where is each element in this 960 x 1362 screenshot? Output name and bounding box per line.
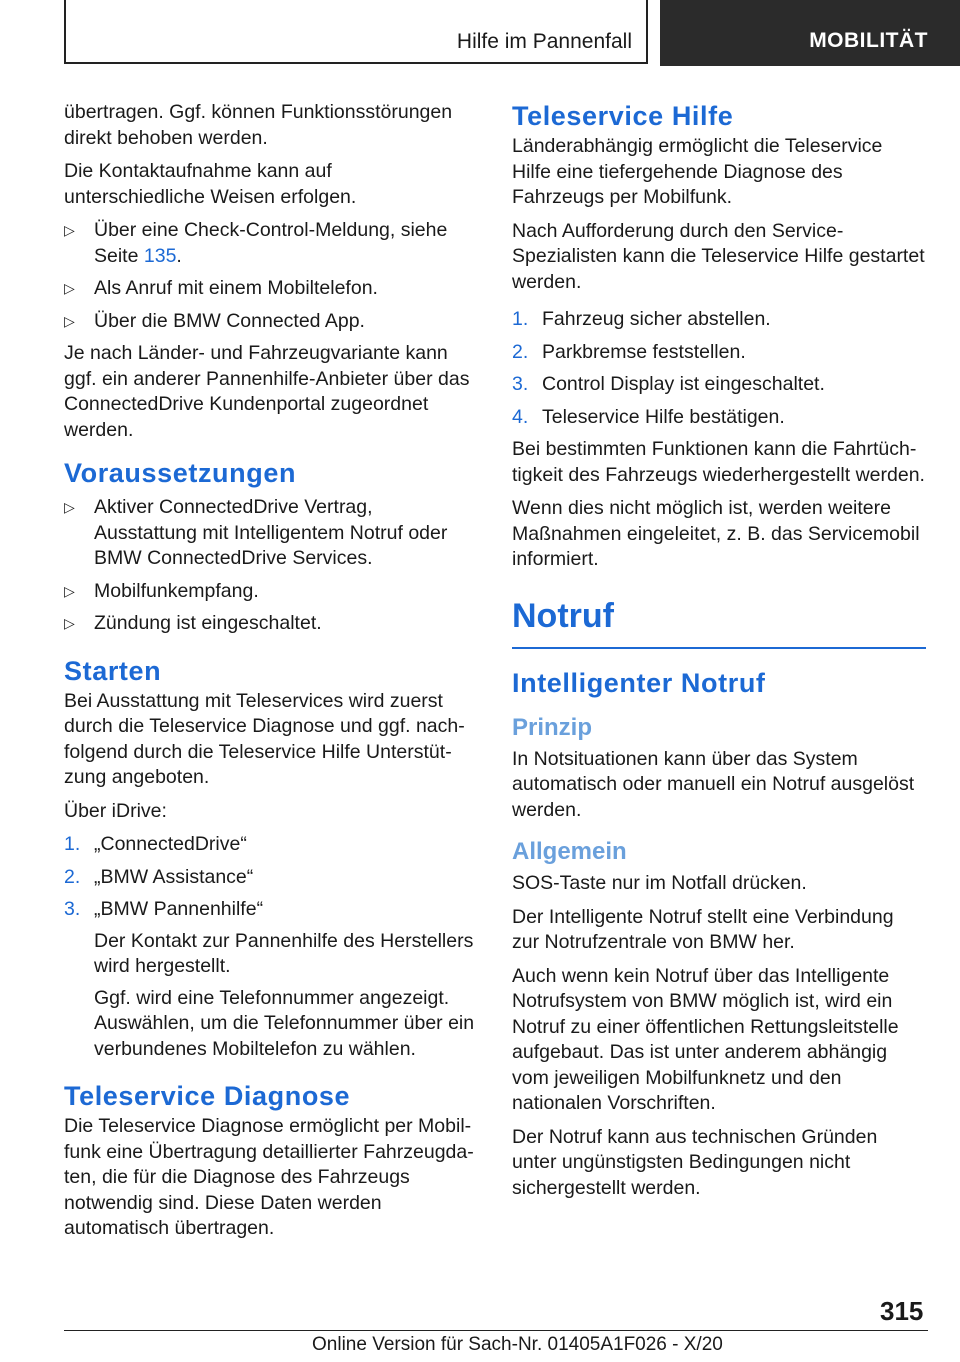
paragraph: SOS-Taste nur im Notfall drücken.: [512, 872, 807, 894]
paragraph: Die Kontaktaufnahme kann auf unterschiedliche Weisen erfolgen.: [64, 160, 357, 208]
paragraph: Nach Aufforderung durch den Service-Spezialisten kann die Teleservice Hilfe gestartet werden.: [512, 219, 925, 293]
list-item: ▷ Aktiver ConnectedDrive Vertrag, Ausstattung mit Intelligentem Notruf oder BMW ConnectedDrive Services.: [64, 496, 448, 569]
heading-voraussetzungen: Voraussetzungen: [64, 458, 297, 488]
triangle-bullet-icon: ▷: [64, 312, 75, 329]
list-item: 4. Teleservice Hilfe bestätigen.: [512, 405, 926, 431]
header-section-box: [64, 0, 648, 64]
step-number: 3.: [64, 898, 81, 920]
footer-divider: [64, 1330, 928, 1331]
step-detail: Ggf. wird eine Telefonnummer angezeigt. Auswählen, um die Telefonnummer über ein verbundenes Mobiltelefon zu wählen.: [94, 986, 475, 1060]
triangle-bullet-icon: ▷: [64, 222, 75, 238]
paragraph: übertragen. Ggf. können Funktionsstörungen direkt behoben werden.: [64, 101, 453, 149]
paragraph: Auch wenn kein Notruf über das Intelligente Notrufsystem von BMW möglich ist, wird ein Notruf zu einer öffentlichen Rettungsleitstelle aufgebaut. Das ist unter anderem abhängig vom jeweiligen Mobilfunknetz und den nationalen Vorschriften.: [512, 964, 899, 1114]
paragraph: Wenn dies nicht möglich ist, werden weitere Maßnahmen eingeleitet, z. B. das Servicemobil informiert.: [512, 497, 920, 570]
triangle-bullet-icon: ▷: [64, 615, 75, 631]
paragraph: Länderabhängig ermöglicht die Teleservice Hilfe eine tiefergehende Diagnose des Fahrzeugs per Mobilfunk.: [512, 135, 883, 208]
paragraph: Je nach Länder- und Fahrzeugvariante kann ggf. ein anderer Pannenhilfe-Anbieter über das ConnectedDrive Kundenportal zugeordnet werden.: [64, 342, 470, 441]
list-item: ▷ Mobilfunkempfang.: [64, 579, 478, 605]
triangle-bullet-icon: ▷: [64, 499, 75, 515]
heading-prinzip: Prinzip: [512, 713, 593, 741]
list-item: 1. „ConnectedDrive“: [64, 832, 478, 858]
list-item: 1. Fahrzeug sicher abstellen.: [512, 307, 926, 333]
list-item: 3. Control Display ist eingeschaltet.: [512, 372, 926, 398]
right-column: [512, 100, 926, 1209]
paragraph: Der Intelligente Notruf stellt eine Verbindung zur Notrufzentrale von BMW her.: [512, 905, 894, 953]
heading-starten: Starten: [64, 655, 162, 686]
bullet-list: [64, 218, 478, 334]
list-item: ▷ Über die BMW Connected App.: [64, 309, 478, 335]
header-chapter-box: [660, 0, 960, 66]
numbered-list: [64, 832, 478, 1062]
triangle-bullet-icon: ▷: [64, 280, 75, 296]
page-reference-link[interactable]: 135: [143, 244, 177, 267]
numbered-list: [512, 307, 926, 430]
step-number: 4.: [512, 405, 529, 428]
heading-allgemein: Allgemein: [512, 838, 627, 865]
left-column: [64, 100, 478, 1250]
paragraph: In Notsituationen kann über das System automatisch oder manuell ein Notruf ausgelöst werden.: [512, 747, 915, 821]
triangle-bullet-icon: ▷: [64, 582, 75, 599]
section-title: Hilfe im Pannenfall: [456, 30, 632, 53]
heading-teleservice-diagnose: Teleservice Diagnose: [64, 1081, 351, 1111]
heading-notruf: Notruf: [512, 591, 926, 649]
footer-online-version: Online Version für Sach-Nr. 01405A1F026 - X/20: [312, 1334, 723, 1355]
step-detail: Der Kontakt zur Pannenhilfe des Herstellers wird hergestellt.: [94, 929, 474, 977]
paragraph: Über iDrive:: [64, 799, 167, 822]
heading-teleservice-hilfe: Teleservice Hilfe: [512, 101, 734, 131]
list-item: ▷ Als Anruf mit einem Mobiltelefon.: [64, 276, 478, 302]
paragraph: Die Teleservice Diagnose ermöglicht per Mobilfunk eine Übertragung detaillierter Fahrzeugdaten, die für die Diagnose des Fahrzeugs notwendig sind. Diese Daten werden automatisch übertragen.: [64, 1115, 474, 1239]
list-item: 2. Parkbremse feststellen.: [512, 340, 926, 366]
list-item: ▷ Zündung ist eingeschaltet.: [64, 611, 478, 637]
step-number: 2.: [64, 865, 81, 888]
chapter-title: MOBILITÄT: [809, 29, 928, 52]
paragraph: Bei Ausstattung mit Teleservices wird zuerst durch die Teleservice Diagnose und ggf. nachfolgend durch die Teleservice Hilfe Unterstützung angeboten.: [64, 689, 465, 788]
list-item: 3. „BMW Pannenhilfe“ Der Kontakt zur Pannenhilfe des Herstellers wird hergestellt. Ggf. wird eine Telefonnummer angezeigt. Auswählen, um die Telefonnummer über ein verbundenes Mobiltelefon zu wählen.: [64, 897, 478, 1062]
list-item: ▷ Über eine Check-Control-Meldung, siehe Seite 135.: [64, 219, 448, 267]
step-number: 3.: [512, 373, 529, 395]
step-number: 1.: [512, 308, 529, 330]
heading-intelligenter-notruf: Intelligenter Notruf: [512, 667, 766, 698]
list-item: 2. „BMW Assistance“: [64, 865, 478, 891]
bullet-list: [64, 495, 478, 637]
paragraph: Der Notruf kann aus technischen Gründen unter ungünstigsten Bedingungen nicht sichergestellt werden.: [512, 1125, 878, 1199]
page-number: 315: [880, 1296, 924, 1326]
step-number: 2.: [512, 340, 529, 363]
step-number: 1.: [64, 833, 81, 855]
paragraph: Bei bestimmten Funktionen kann die Fahrtüchtigkeit des Fahrzeugs wiederhergestellt werden.: [512, 438, 925, 486]
page-header: [0, 0, 960, 66]
